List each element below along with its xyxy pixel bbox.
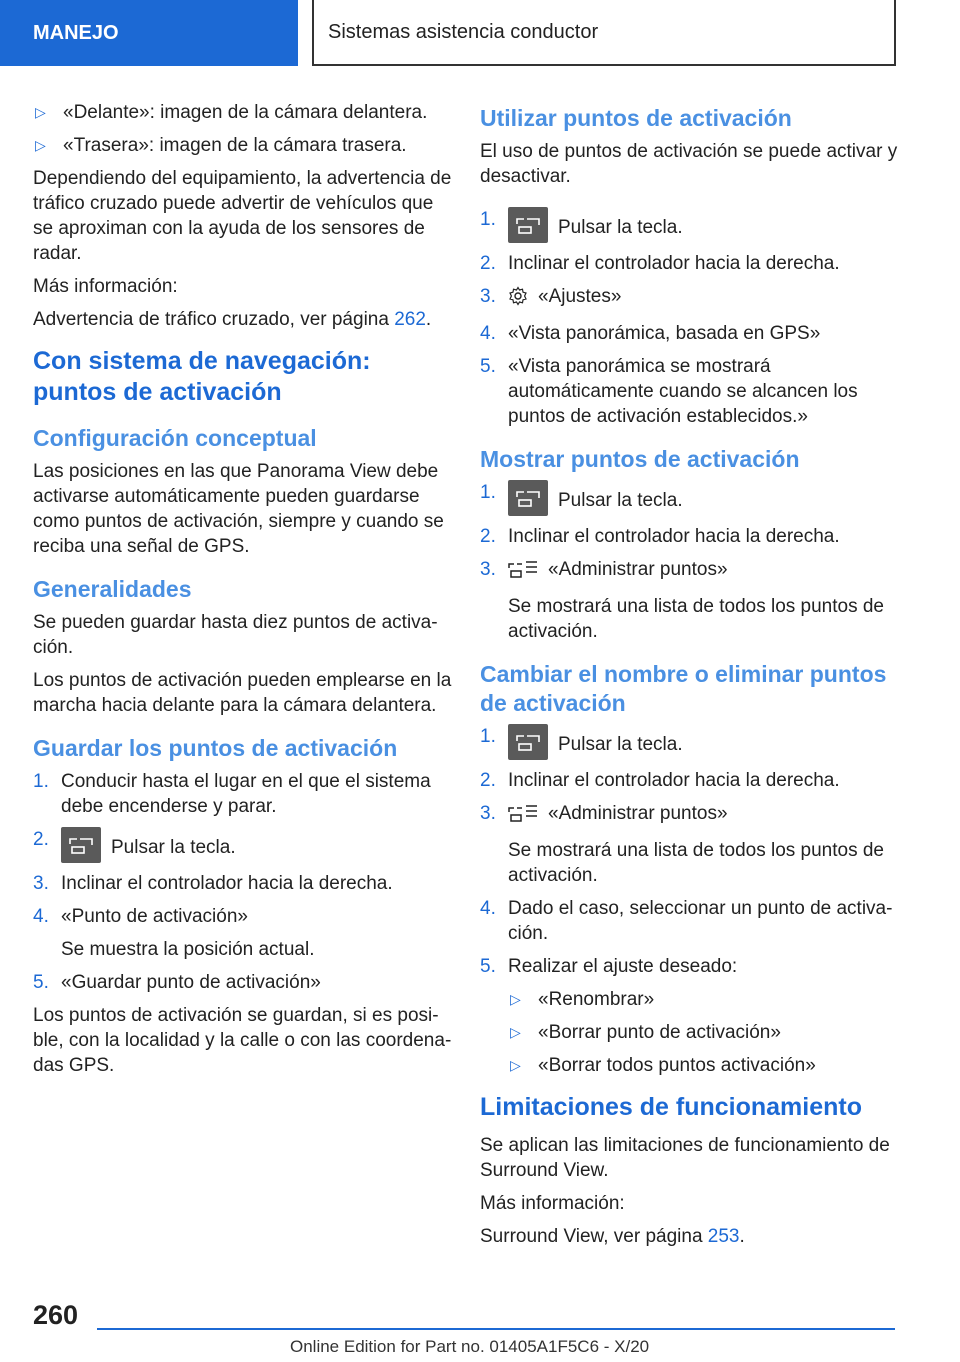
paragraph: Se aplican las limitaciones de funcionamiento de Surround View. (480, 1135, 890, 1181)
paragraph: Los puntos de activación pueden emplearse en la marcha hacia delante para la cámara delantera. (33, 670, 452, 716)
footer-divider (97, 1328, 895, 1330)
list-item: 1. Pulsar la tecla. (480, 207, 900, 243)
gear-icon (508, 286, 528, 313)
list-item: 5. «Guardar punto de activación» (33, 972, 321, 993)
list-item: 3. «Administrar puntos» Se mostrará una lista de todos los puntos de activación. (480, 559, 885, 642)
triangle-bullet-icon: ▷ (510, 1024, 521, 1040)
paragraph: Más información: (33, 276, 178, 297)
page-number: 260 (33, 1300, 79, 1330)
list-item: ▷ «Borrar todos puntos activación» (510, 1055, 816, 1076)
list-item: ▷ «Delante»: imagen de la cámara delantera. (35, 102, 428, 123)
save-steps (33, 769, 453, 995)
right-column (480, 100, 900, 1257)
subsection-heading: Guardar los puntos de activación (33, 735, 398, 761)
paragraph: Se pueden guardar hasta diez puntos de activación. (33, 612, 438, 658)
list-item: 1. Conducir hasta el lugar en el que el sistema debe encenderse y parar. (33, 771, 431, 817)
triangle-bullet-icon: ▷ (35, 137, 46, 153)
list-item: 1. Pulsar la tecla. (480, 480, 900, 516)
list-item: 3. Inclinar el controlador hacia la derecha. (33, 873, 393, 894)
paragraph: Los puntos de activación se guardan, si es posible, con la localidad y la calle o con las coordenadas GPS. (33, 1005, 452, 1076)
camera-button-icon (508, 480, 548, 516)
camera-list-icon (508, 559, 538, 586)
use-steps (480, 207, 900, 429)
subsection-heading: Utilizar puntos de activación (480, 105, 792, 131)
list-item: 2. Inclinar el controlador hacia la derecha. (480, 253, 840, 274)
list-item: 2. Inclinar el controlador hacia la derecha. (480, 770, 840, 791)
triangle-bullet-icon: ▷ (510, 991, 521, 1007)
list-item: ▷ «Trasera»: imagen de la cámara trasera. (35, 135, 407, 156)
section-heading: Con sistema de navegación: puntos de activación (33, 347, 371, 406)
list-item: 2. Pulsar la tecla. (33, 827, 453, 863)
camera-button-icon (61, 827, 101, 863)
chapter-title: Sistemas asistencia conductor (312, 0, 896, 66)
reference: Advertencia de tráfico cruzado, ver página 262. (33, 309, 432, 330)
show-steps (480, 480, 900, 644)
camera-button-icon (508, 207, 548, 243)
camera-list-icon (508, 803, 538, 830)
footer-edition: Online Edition for Part no. 01405A1F5C6 - X/20 (290, 1337, 650, 1356)
reference: Surround View, ver página 253. (480, 1226, 745, 1247)
rename-steps (480, 724, 900, 1078)
list-item: 4. «Vista panorámica, basada en GPS» (480, 323, 821, 344)
section-tab: MANEJO (0, 0, 298, 66)
triangle-bullet-icon: ▷ (35, 104, 46, 120)
list-item: 5. Realizar el ajuste deseado: ▷ «Renombrar» ▷ «Borrar punto de activación» ▷ «Borrar todos puntos activación» (480, 954, 900, 1078)
section-heading: Limitaciones de funcionamiento (480, 1093, 862, 1121)
list-item: 3. «Administrar puntos» Se mostrará una lista de todos los puntos de activación. (480, 803, 885, 886)
subsection-heading: Generalidades (33, 576, 192, 602)
camera-button-icon (508, 724, 548, 760)
list-item: 3. «Ajustes» (480, 284, 900, 313)
list-item: ▷ «Borrar punto de activación» (510, 1022, 781, 1043)
paragraph: Más información: (480, 1193, 625, 1214)
rename-options (508, 987, 900, 1078)
page-header (0, 0, 960, 66)
subsection-heading: Cambiar el nombre o eliminar puntos de activación (480, 661, 887, 716)
list-item: 4. Dado el caso, seleccionar un punto de activación. (480, 898, 893, 944)
list-item: 1. Pulsar la tecla. (480, 724, 900, 760)
paragraph: El uso de puntos de activación se puede activar y desactivar. (480, 141, 898, 187)
subsection-heading: Configuración conceptual (33, 425, 317, 451)
list-item: ▷ «Renombrar» (510, 989, 655, 1010)
paragraph: Dependiendo del equipamiento, la advertencia de tráfico cruzado puede advertir de vehículos que se aproximan con la ayuda de los sensores de radar. (33, 168, 452, 264)
left-column (33, 100, 453, 1086)
page-link[interactable]: 253 (707, 1226, 740, 1247)
subsection-heading: Mostrar puntos de activación (480, 446, 800, 472)
paragraph: Las posiciones en las que Panorama View debe activarse automáticamente pueden guardarse como puntos de activación, siempre y cuando se reciba una señal de GPS. (33, 461, 444, 557)
camera-view-list (33, 100, 453, 158)
list-item: 4. «Punto de activación» Se muestra la posición actual. (33, 906, 315, 960)
list-item: 5. «Vista panorámica se mostrará automáticamente cuando se alcancen los puntos de activación establecidos.» (480, 356, 858, 427)
page-link[interactable]: 262 (394, 309, 426, 330)
list-item: 2. Inclinar el controlador hacia la derecha. (480, 526, 840, 547)
triangle-bullet-icon: ▷ (510, 1057, 521, 1073)
